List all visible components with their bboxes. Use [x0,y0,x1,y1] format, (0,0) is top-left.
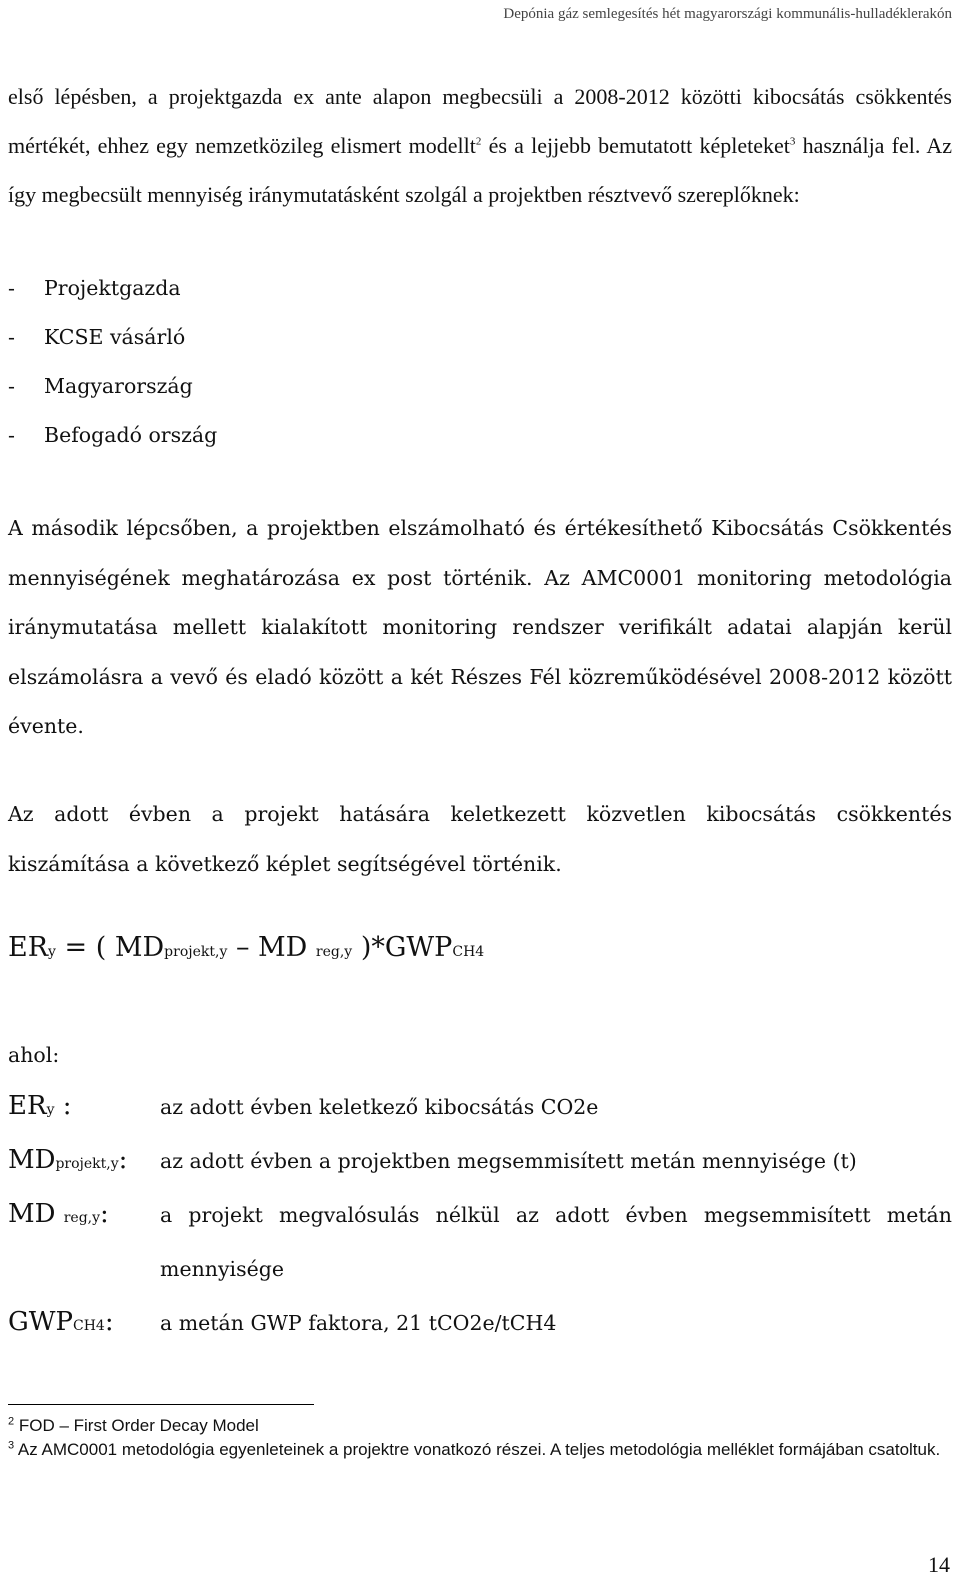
intro-text-1: első lépésben, a projektgazda ex ante alapon megbecsüli a 2008-2012 közötti kibocsátás csökkentés mértékét, ehhez egy nemzetközileg elismert modellt [8,84,952,158]
list-item [8,362,217,411]
formula-close: )* [352,932,385,963]
footnote-ref-3[interactable]: 3 [789,135,796,148]
definition-desc: a metán GWP faktora, 21 tCO2e/tCH4 [160,1311,557,1335]
formula-er: ER [8,932,49,963]
definition-row [8,1134,952,1188]
formula-md-projekt-sub: projekt,y [164,944,228,960]
participant-list [8,264,217,460]
calculation-paragraph: Az adott évben a projekt hatására keletkezett közvetlen kibocsátás csökkentés kiszámítása a következő képlet segítségével történik. [8,802,952,876]
definition-term: GWPCH4: [8,1307,114,1337]
list-item-label: Befogadó ország [44,423,218,447]
definition-desc: az adott évben a projektben megsemmisített metán mennyisége (t) [160,1149,857,1173]
formula-minus: – [227,932,259,963]
second-step-paragraph: A második lépcsőben, a projektben elszámolható és értékesíthető Kibocsátás Csökkentés mennyiségének meghatározása ex post történik. Az AMC0001 monitoring metodológia iránymutatása mellett kialakított monitoring rendszer verifikált adatai alapján kerül elszámolásra a vevő és eladó között a két Részes Fél közreműködésével 2008-2012 között évente. [8,516,952,738]
formula-gwp: GWP [384,932,453,963]
intro-text-3: használja fel. Az így megbecsült mennyiség iránymutatásként szolgál a projektben résztvevő szereplőknek: [8,133,952,207]
list-dash: - [8,325,15,349]
footnote [8,1414,952,1438]
list-dash: - [8,276,15,300]
formula-md-projekt: MD [114,932,165,963]
running-header: Depónia gáz semlegesítés hét magyarországi kommunális-hulladéklerakón [503,6,952,22]
footnote-text: FOD – First Order Decay Model [14,1416,259,1435]
footnote-ref-2[interactable]: 2 [475,135,482,148]
definition-row [8,1080,952,1134]
definition-row [8,1296,952,1350]
definitions-heading: ahol: [8,1043,60,1067]
formula-er-sub: y [48,944,56,960]
list-item-label: Projektgazda [44,276,181,300]
list-dash: - [8,374,15,398]
footnote-number: 3 [8,1439,15,1452]
footnote-number: 2 [8,1415,15,1428]
definition-term: ERy : [8,1091,72,1121]
list-item [8,264,217,313]
list-item-label: Magyarország [44,374,193,398]
list-item-label: KCSE vásárló [44,325,186,349]
formula-gwp-sub: CH4 [452,944,485,960]
intro-text-2: és a lejjebb bemutatott képleteket [481,133,790,158]
formula-eq: = ( [55,932,115,963]
page-number: 14 [928,1552,950,1577]
formula-md-reg: MD [258,932,316,963]
definition-row [8,1188,952,1296]
definitions-block [8,1030,952,1350]
definition-term: MD reg,y: [8,1199,109,1229]
definition-term: MDprojekt,y: [8,1145,128,1175]
emission-formula [8,932,484,963]
list-dash: - [8,423,15,447]
footnotes [8,1414,952,1462]
intro-paragraph [8,72,952,219]
list-item [8,411,217,460]
list-item [8,313,217,362]
footnote-text: Az AMC0001 metodológia egyenleteinek a projektre vonatkozó részei. A teljes metodológia melléklet formájában csatoltuk. [14,1440,941,1459]
definition-desc: a projekt megvalósulás nélkül az adott évben megsemmisített metán mennyisége [160,1203,952,1281]
formula-md-reg-sub: reg,y [315,944,353,960]
footnote-separator [8,1404,314,1405]
footnote [8,1438,952,1462]
definition-desc: az adott évben keletkező kibocsátás CO2e [160,1095,599,1119]
